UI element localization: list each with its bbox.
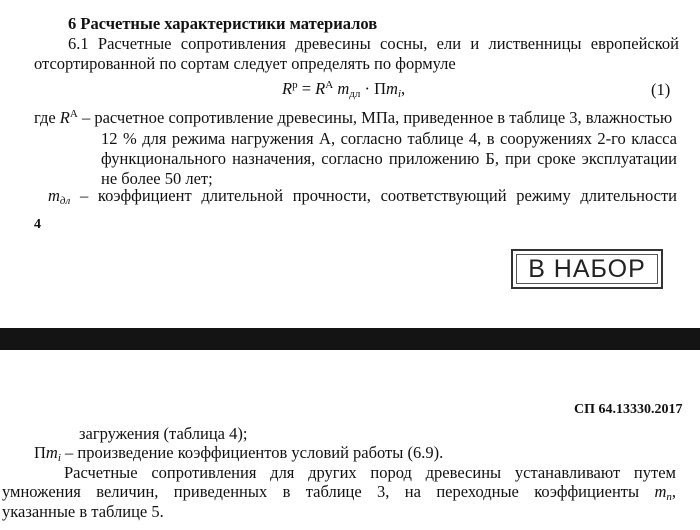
paragraph-text: умножения величин, приведенных в таблице 3, на переходные коэффициенты [2, 482, 655, 501]
paragraph-subscript: п [666, 491, 672, 503]
stamp-text: В НАБОР [528, 254, 646, 283]
formula-subscript: дл [349, 88, 361, 100]
where-line-4: не более 50 лет; [101, 169, 213, 188]
formula-text: = [297, 79, 316, 98]
where-prefix: где [34, 108, 60, 127]
formula-number: (1) [651, 80, 671, 99]
mdl-subscript: дл [59, 195, 71, 207]
product-symbol: m [45, 443, 58, 462]
where-line-1 [34, 108, 672, 128]
product-subscript: i [57, 452, 61, 464]
formula-subscript: i [397, 88, 401, 100]
where-line-3: функционального назначения, согласно приложению Б, при сроке эксплуатации [101, 149, 677, 168]
formula-symbol: R [282, 79, 293, 98]
document-code: СП 64.13330.2017 [574, 402, 683, 417]
where-superscript: А [69, 108, 78, 120]
paragraph-tail: , [671, 482, 676, 501]
page-number: 4 [34, 217, 41, 232]
formula-text: , [401, 79, 406, 98]
page-bottom [0, 350, 700, 530]
page-divider [0, 328, 700, 350]
paragraph-6-1-line-2: отсортированной по сортам следует определять по формуле [34, 54, 456, 73]
where-text: – расчетное сопротивление древесины, МПа, приведенное в таблице 3, влажностью [77, 108, 673, 127]
stamp [511, 249, 663, 289]
formula-superscript: А [325, 79, 334, 91]
formula-superscript: р [292, 79, 298, 91]
paragraph-line-3: указанные в таблице 5. [2, 502, 164, 521]
mdl-definition [48, 186, 677, 206]
formula-symbol: R [315, 79, 326, 98]
formula-symbol: m [337, 79, 350, 98]
product-definition [34, 443, 443, 463]
where-line-2: 12 % для режима нагружения А, согласно таблице 4, в сооружениях 2-го класса [101, 129, 677, 148]
where-symbol: R [59, 108, 70, 127]
product-prefix: П [34, 443, 46, 462]
mdl-symbol: m [48, 186, 60, 205]
paragraph-line-1: Расчетные сопротивления для других пород древесины устанавливают путем [64, 463, 676, 482]
paragraph-line-2 [2, 482, 676, 502]
section-title: 6 Расчетные характеристики материалов [68, 14, 378, 33]
product-text: – произведение коэффициентов условий работы (6.9). [60, 443, 444, 462]
paragraph-6-1-line-1: 6.1 Расчетные сопротивления древесины сосны, ели и лиственницы европейской [68, 34, 679, 53]
continuation-line: загружения (таблица 4); [79, 424, 248, 443]
formula-symbol: m [386, 79, 398, 98]
formula-1 [282, 79, 405, 99]
formula-text: · П [360, 79, 387, 98]
mdl-text: – коэффициент длительной прочности, соответствующий режиму длительности [70, 186, 677, 205]
paragraph-symbol: m [654, 482, 667, 501]
